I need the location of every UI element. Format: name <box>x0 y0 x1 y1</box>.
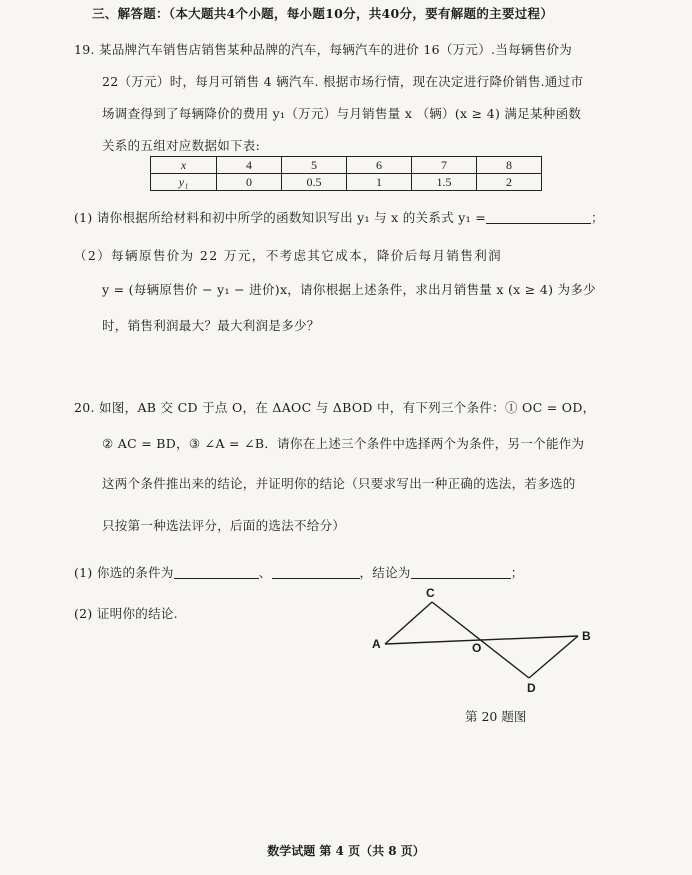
q19-line3: 场调查得到了每辆降价的费用 y₁（万元）与月销售量 x （辆）(x ≥ 4) 满足某种函数 <box>102 106 582 121</box>
label-b: B <box>582 629 591 643</box>
q20-part1-end: ； <box>510 565 524 580</box>
q20-line1: 20. 如图，AB 交 CD 于点 O，在 ΔAOC 与 ΔBOD 中，有下列三个条件：① OC = OD， <box>74 400 596 415</box>
page-footer: 数学试题 第 4 页（共 8 页） <box>267 844 425 858</box>
table-cell: 1.5 <box>412 174 477 191</box>
table-cell: 4 <box>217 157 282 174</box>
q20-line2: ② AC = BD，③ ∠A = ∠B．请你在上述三个条件中选择两个为条件，另一个能作为 <box>102 436 585 451</box>
q20-part1 <box>74 563 524 581</box>
label-c: C <box>426 586 435 600</box>
table-cell: 2 <box>477 174 542 191</box>
q19-line2: 22（万元）时，每月可销售 4 辆汽车. 根据市场行情，现在决定进行降价销售.通过市 <box>102 74 584 89</box>
label-a: A <box>372 637 381 651</box>
table-cell: 5 <box>282 157 347 174</box>
table-row-x <box>151 157 542 174</box>
table-cell: 1 <box>347 174 412 191</box>
q20-part1-conclusion-label: ，结论为 <box>359 565 411 580</box>
condition-blank-1[interactable] <box>174 566 259 579</box>
segment-cd <box>432 602 529 678</box>
table-header-y: y₁ <box>151 174 217 191</box>
table-cell: 6 <box>347 157 412 174</box>
label-d: D <box>527 681 536 695</box>
segment-ac <box>385 602 432 644</box>
q20-geometry-figure <box>365 582 615 697</box>
table-row-y <box>151 174 542 191</box>
q20-part1-sep: 、 <box>258 565 272 580</box>
q19-answer-blank[interactable] <box>486 211 591 224</box>
table-cell: 8 <box>477 157 542 174</box>
figure-caption: 第 20 题图 <box>465 709 527 724</box>
table-cell: 0.5 <box>282 174 347 191</box>
section-header: 三、解答题：（本大题共4个小题，每小题10分，共40分，要有解题的主要过程） <box>92 6 554 21</box>
q20-part1-label: (1) 你选的条件为 <box>74 565 174 580</box>
q19-line1: 19. 某品牌汽车销售店销售某种品牌的汽车，每辆汽车的进价 16（万元）.当每辆售价为 <box>74 42 573 57</box>
segment-bd <box>529 636 578 678</box>
table-cell: 0 <box>217 174 282 191</box>
condition-blank-2[interactable] <box>272 566 360 579</box>
q20-line4: 只按第一种选法评分，后面的选法不给分） <box>102 518 346 533</box>
label-o: O <box>472 641 482 655</box>
q19-part1-text: (1) 请你根据所给材料和初中所学的函数知识写出 y₁ 与 x 的关系式 y₁ = <box>74 210 486 225</box>
q19-part1-end: ； <box>591 210 604 225</box>
q19-part1 <box>74 208 604 226</box>
q19-line4: 关系的五组对应数据如下表: <box>102 138 261 153</box>
table-cell: 7 <box>412 157 477 174</box>
q20-line3: 这两个条件推出来的结论，并证明你的结论（只要求写出一种正确的选法，若多选的 <box>102 476 576 491</box>
q19-data-table <box>150 156 542 191</box>
table-header-x: x <box>151 157 217 174</box>
q19-part2-line2: y = (每辆原售价 − y₁ − 进价)x，请你根据上述条件，求出月销售量 x (x ≥ 4) 为多少 <box>102 282 596 297</box>
q19-part2-line1: （2）每辆原售价为 22 万元，不考虑其它成本，降价后每月销售利润 <box>74 248 503 263</box>
q19-part2-line3: 时，销售利润最大？最大利润是多少？ <box>102 318 320 333</box>
conclusion-blank[interactable] <box>411 566 511 579</box>
q20-part2: (2) 证明你的结论. <box>74 606 178 621</box>
